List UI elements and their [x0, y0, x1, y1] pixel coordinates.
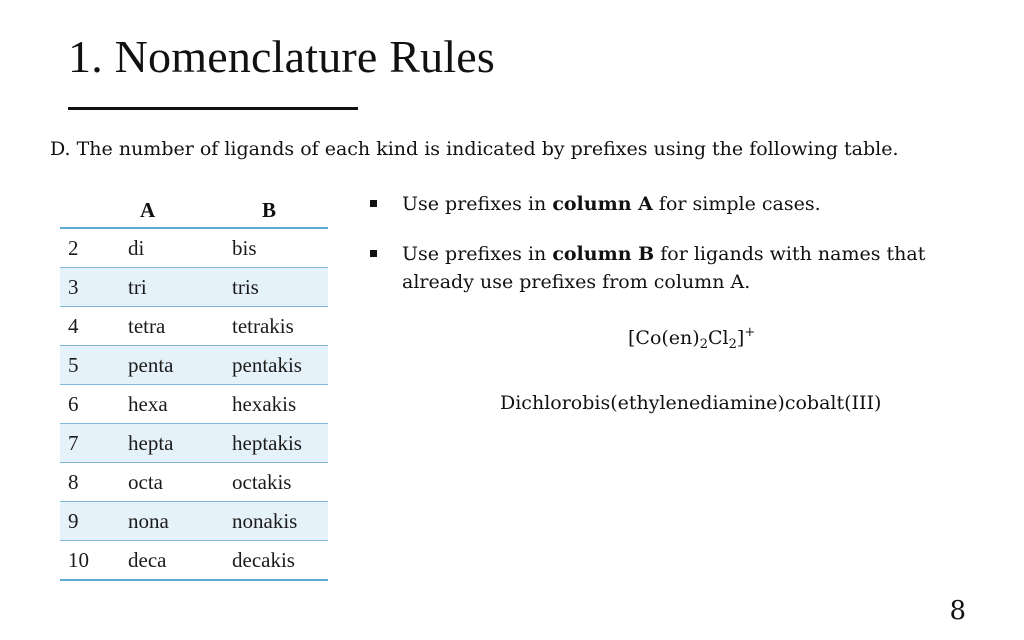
- table-row: [60, 502, 328, 541]
- table-header-row: [60, 196, 328, 228]
- prefix-b: tris: [232, 268, 328, 307]
- prefix-b: heptakis: [232, 424, 328, 463]
- prefix-b: octakis: [232, 463, 328, 502]
- table-row: [60, 541, 328, 581]
- table-row: [60, 228, 328, 268]
- slide-title: 1. Nomenclature Rules: [68, 31, 496, 82]
- prefix-a: nona: [128, 502, 232, 541]
- bullet-item: [370, 190, 970, 218]
- formula-subscript: 2: [699, 337, 708, 352]
- bullet-text-pre: Use prefixes in: [402, 193, 553, 215]
- row-number: 9: [60, 502, 128, 541]
- square-bullet-icon: [370, 200, 377, 207]
- table-row: [60, 385, 328, 424]
- column-b-header: B: [232, 196, 328, 228]
- formula-subscript: 2: [728, 337, 737, 352]
- prefix-a: octa: [128, 463, 232, 502]
- prefix-b: pentakis: [232, 346, 328, 385]
- formula-part: Cl: [707, 327, 729, 349]
- prefix-a: tetra: [128, 307, 232, 346]
- prefix-b: hexakis: [232, 385, 328, 424]
- formula-charge: +: [744, 325, 756, 340]
- prefix-b: tetrakis: [232, 307, 328, 346]
- row-number: 5: [60, 346, 128, 385]
- formula-part: [Co(en): [628, 327, 700, 349]
- prefix-a: deca: [128, 541, 232, 581]
- prefix-a: hexa: [128, 385, 232, 424]
- page-number: 8: [949, 596, 966, 626]
- row-number: 4: [60, 307, 128, 346]
- bullet-text-post: for ligands with names that already use prefixes from column A.: [402, 243, 926, 293]
- bullet-text-bold: column B: [552, 243, 655, 265]
- prefix-table: [60, 196, 328, 581]
- row-number: 10: [60, 541, 128, 581]
- title-underline: [68, 107, 358, 110]
- bullet-list: [370, 190, 970, 318]
- prefix-a: hepta: [128, 424, 232, 463]
- table-row: [60, 346, 328, 385]
- prefix-b: bis: [232, 228, 328, 268]
- prefix-a: di: [128, 228, 232, 268]
- bullet-text-post: for simple cases.: [652, 193, 821, 215]
- intro-text: D. The number of ligands of each kind is indicated by prefixes using the following table.: [50, 138, 899, 160]
- row-number: 7: [60, 424, 128, 463]
- bullet-text-pre: Use prefixes in: [402, 243, 553, 265]
- column-a-header: A: [60, 196, 232, 228]
- bullet-text-bold: column A: [552, 193, 653, 215]
- row-number: 6: [60, 385, 128, 424]
- table-row: [60, 268, 328, 307]
- formula-part: ]: [736, 327, 745, 349]
- prefix-b: nonakis: [232, 502, 328, 541]
- complex-formula: [628, 325, 755, 352]
- compound-name: Dichlorobis(ethylenediamine)cobalt(III): [500, 392, 882, 414]
- table-row: [60, 307, 328, 346]
- row-number: 3: [60, 268, 128, 307]
- bullet-item: [370, 240, 970, 296]
- table-row: [60, 463, 328, 502]
- prefix-b: decakis: [232, 541, 328, 581]
- prefix-a: penta: [128, 346, 232, 385]
- table-row: [60, 424, 328, 463]
- prefix-a: tri: [128, 268, 232, 307]
- row-number: 8: [60, 463, 128, 502]
- row-number: 2: [60, 228, 128, 268]
- square-bullet-icon: [370, 250, 377, 257]
